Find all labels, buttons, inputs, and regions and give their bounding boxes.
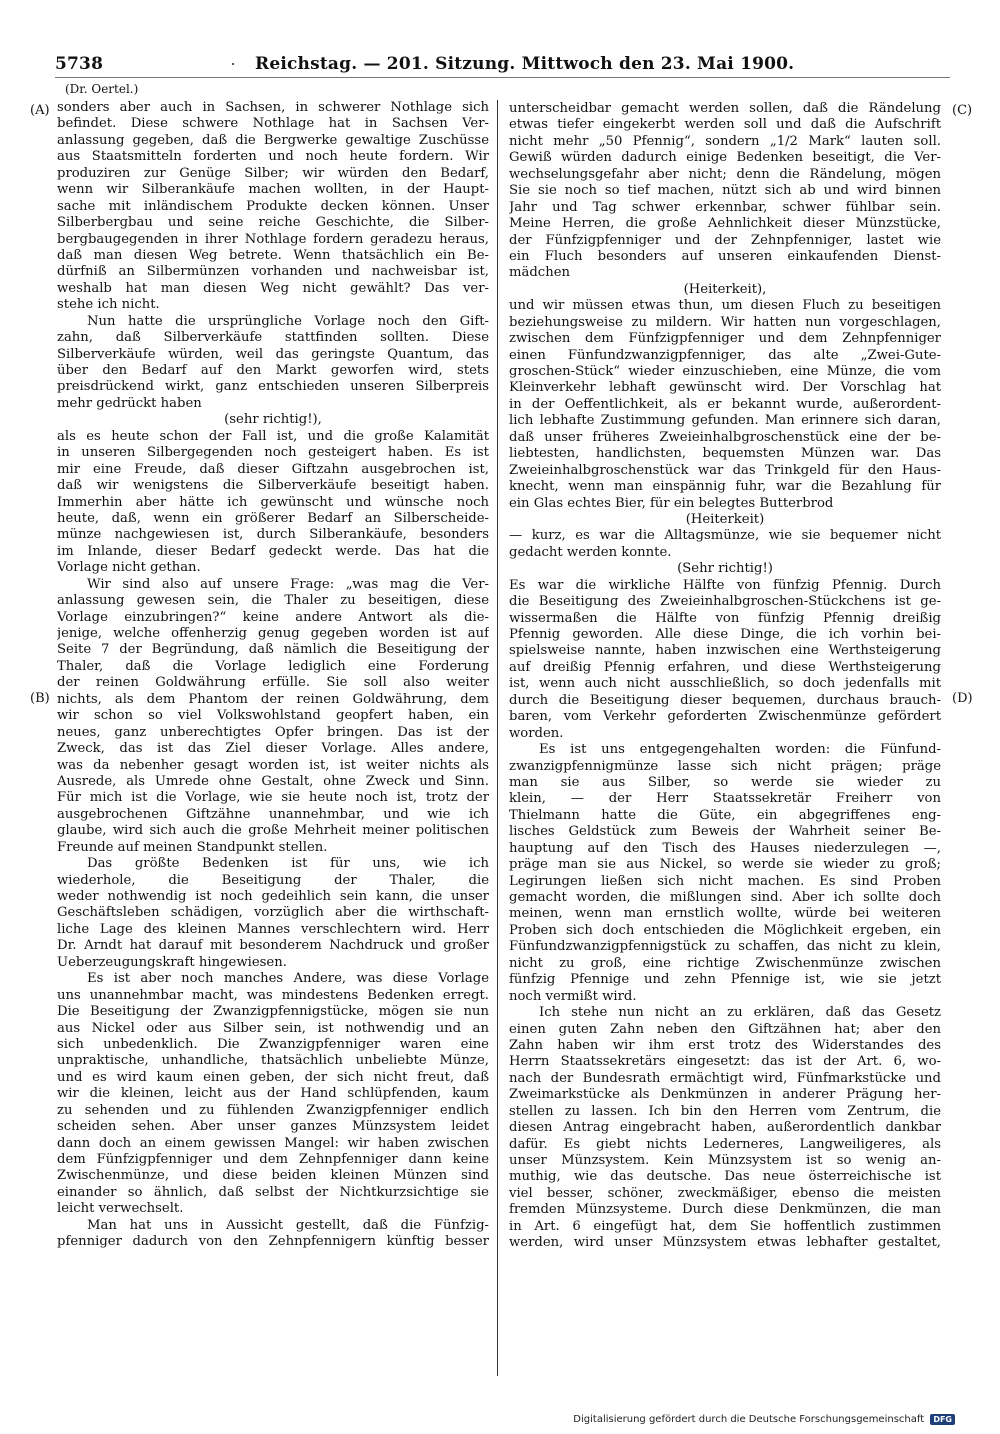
text-line: und wir müssen etwas thun, um diesen Fluch zu beseitigen	[509, 298, 941, 314]
text-line: Ausrede, als Umrede ohne Gestalt, ohne Zweck und Sinn.	[57, 773, 489, 789]
text-line: Thaler, daß die Vorlage lediglich eine Forderung	[57, 658, 489, 674]
page-header	[55, 50, 950, 78]
text-line: (sehr richtig!),	[224, 412, 322, 428]
text-line: nicht zu groß, eine richtige Zwischenmünze zwischen	[509, 955, 941, 971]
text-line: wiederhole, die Beseitigung der Thaler, die	[57, 872, 489, 888]
margin-marker-d: (D)	[952, 691, 973, 706]
text-line: produziren zur Genüge Silber; wir würden den Bedarf,	[57, 165, 489, 181]
text-line: beziehungsweise zu mildern. Wir hatten nun vorgeschlagen,	[509, 314, 941, 330]
text-line: ein Fluch besonders auf unseren einkaufenden Dienst-	[509, 248, 941, 264]
text-line: Das größte Bedenken ist für uns, wie ich	[87, 856, 489, 872]
text-line: zwischen dem Fünfzigpfenniger und dem Zehnpfenniger	[509, 331, 941, 347]
text-line: meinen, wenn man ernstlich wollte, würde bei weiteren	[509, 906, 941, 922]
text-line: Jahr und Tag schwer erkennbar, schwer fühlbar sein.	[509, 199, 941, 215]
text-line: unpraktische, unhandliche, thatsächlich unbeliebte Münze,	[57, 1053, 489, 1069]
text-line: (Heiterkeit),	[683, 281, 767, 297]
text-line: liebtesten, handlichsten, bequemsten Münzen war. Das	[509, 446, 941, 462]
text-line: Pfennig geworden. Alle diese Dinge, die ich vorhin bei-	[509, 627, 941, 642]
text-line: Zweimarkstücke als Denkmünzen in anderer Prägung her-	[509, 1087, 941, 1103]
text-line: mehr gedrückt haben	[57, 395, 202, 411]
text-line: Man hat uns in Aussicht gestellt, daß die Fünfzig-	[87, 1217, 489, 1233]
text-line: heute, daß, wenn ein größerer Bedarf an Silberscheide-	[57, 510, 489, 526]
text-line: Immerhin aber hätte ich gewünscht und wünsche noch	[57, 494, 489, 510]
text-line: dürfniß an Silbermünzen vorhanden und nachweisbar ist,	[57, 264, 489, 280]
text-line: Silberbergbau und seine reiche Geschichte, die Silber-	[57, 215, 489, 231]
text-line: Kleinverkehr lebhaft gewünscht wird. Der Vorschlag hat	[509, 380, 941, 396]
left-text-column	[57, 100, 489, 1251]
text-line: aus Nickel oder aus Silber sein, ist nothwendig und an	[57, 1020, 489, 1036]
text-line: Sie sie noch so tief machen, nützt sich ab und wird binnen	[509, 183, 941, 199]
text-line: unterscheidbar gemacht werden sollen, daß die Rändelung	[509, 101, 941, 116]
text-line: ein Glas echtes Bier, für ein belegtes Butterbrod	[509, 495, 834, 511]
text-line: anlassung gegeben, daß die Bergwerke gewaltige Zuschüsse	[57, 132, 489, 148]
text-line: lisches Geldstück zum Beweis der Wahrheit seiner Be-	[509, 824, 941, 840]
text-line: Freunde auf meinen Standpunkt stellen.	[57, 839, 328, 855]
text-line: Fünfundzwanzigpfennigstück zu schaffen, das nicht zu klein,	[509, 939, 941, 955]
text-line: Seite 7 der Begründung, daß nämlich die Beseitigung der	[57, 642, 489, 658]
text-line: wir die kleinen, leicht aus der Hand schlüpfenden, kaum	[57, 1086, 489, 1102]
right-text-column	[509, 101, 941, 1252]
text-line: Proben sich doch entschieden die Möglichkeit ergeben, ein	[509, 922, 941, 938]
text-line: Meine Herren, die große Aehnlichkeit dieser Münzstücke,	[509, 216, 941, 232]
text-line: man sie aus Silber, so werde sie wieder zu	[509, 774, 941, 790]
text-line: nach der Bundesrath ermächtigt wird, Fünfmarkstücke und	[509, 1070, 941, 1086]
text-line: Nun hatte die ursprüngliche Vorlage noch den Gift-	[87, 313, 489, 329]
text-line: zu sehenden und zu fühlenden Zwanzigpfenniger endlich	[57, 1102, 489, 1118]
text-line: jenige, welche offenherzig genug gegeben worden ist auf	[57, 626, 489, 641]
running-title: Reichstag. — 201. Sitzung. Mittwoch den 23. Mai 1900.	[255, 54, 795, 74]
text-line: pfenniger dadurch von den Zehnpfennigern künftig besser	[57, 1234, 489, 1250]
text-line: daß unser früheres Zweieinhalbgroschenstück eine der be-	[509, 429, 941, 445]
text-line: der reinen Goldwährung erfülle. Sie soll also weiter	[57, 675, 489, 691]
text-line: mir eine Freude, daß dieser Giftzahn ausgebrochen ist,	[57, 461, 489, 477]
text-line: knecht, wenn man einspännig fuhr, war die Bezahlung für	[509, 479, 941, 495]
text-line: weshalb hat man diesen Weg nicht gewählt? Das ver-	[57, 280, 489, 296]
text-line: als es heute schon der Fall ist, und die große Kalamität	[57, 428, 489, 444]
margin-marker-c: (C)	[952, 103, 973, 118]
text-line: aus Staatsmitteln forderten und noch heute fordern. Wir	[57, 149, 489, 165]
text-line: fünfzig Pfennige und zehn Pfennige ist, wie sie jetzt	[509, 972, 941, 988]
text-line: gemacht worden, die mißlungen sind. Aber ich sollte doch	[509, 890, 941, 905]
text-line: Die Beseitigung der Zwanzigpfennigstücke, mögen sie nun	[57, 1004, 489, 1020]
text-line: münze nachgewiesen ist, durch Silberankäufe, besonders	[57, 527, 489, 543]
footer-credit	[573, 1414, 955, 1425]
text-line: Legirungen ließen sich nicht machen. Es sind Proben	[509, 873, 941, 889]
text-line: im Inlande, dieser Bedarf gedeckt werde. Das hat die	[57, 543, 489, 559]
text-line: in Art. 6 eingefügt hat, dem Sie hoffentlich zustimmen	[509, 1218, 941, 1234]
text-line: Es war die wirkliche Hälfte von fünfzig Pfennig. Durch	[509, 577, 941, 593]
text-line: einen guten Zahn neben den Giftzähnen hat; aber den	[509, 1021, 941, 1037]
text-line: klein, — der Herr Staatssekretär Freiherr von	[509, 791, 941, 807]
text-line: — kurz, es war die Alltagsmünze, wie sie bequemer nicht	[509, 528, 941, 544]
text-line: stehe ich nicht.	[57, 297, 160, 313]
text-line: groschen-Stück“ wieder einzuschieben, eine Münze, die vom	[509, 364, 941, 379]
text-line: Zweieinhalbgroschenstück war das Trinkgeld für den Haus-	[509, 462, 941, 478]
text-line: sache mit inländischem Produkte decken können. Unser	[57, 198, 489, 214]
text-line: wenn wir Silberankäufe machen wollten, in der Haupt-	[57, 182, 489, 198]
text-line: mädchen	[509, 265, 570, 281]
text-line: sich unbedenklich. Die Zwanzigpfenniger waren eine	[57, 1036, 489, 1052]
text-line: (Heiterkeit)	[685, 511, 765, 527]
text-line: wechselungsgefahr aber nicht; denn die Rändelung, mögen	[509, 166, 941, 182]
text-line: sonders aber auch in Sachsen, in schwerer Nothlage sich	[57, 100, 489, 115]
text-line: weder nothwendig ist noch gedeihlich sein kann, die unser	[57, 889, 489, 904]
header-dot	[232, 63, 234, 65]
text-line: bergbaugegenden in ihrer Nothlage fordern geradezu heraus,	[57, 231, 489, 247]
text-line: in unseren Silbergegenden noch gesteigert haben. Es ist	[57, 445, 489, 461]
text-line: stellen zu lassen. Ich bin den Herren vom Zentrum, die	[509, 1103, 941, 1119]
text-line: befindet. Diese schwere Nothlage hat in Sachsen Ver-	[57, 116, 489, 132]
text-line: etwas tiefer eingekerbt werden soll und daß die Aufschrift	[509, 117, 941, 133]
text-line: was da nebenher gesagt worden ist, ist weiter nichts als	[57, 757, 489, 773]
margin-marker-b: (B)	[30, 691, 50, 706]
text-line: wissermaßen die Hälfte von fünfzig Pfennig dreißig	[509, 610, 941, 626]
text-line: glaube, wird sich auch die große Mehrheit meiner politischen	[57, 823, 489, 839]
text-line: scheiden sehen. Aber unser ganzes Münzsystem leidet	[57, 1119, 489, 1135]
text-line: spielsweise nannte, haben inzwischen eine Werthsteigerung	[509, 643, 941, 659]
text-line: dann doch an einem gewissen Mangel: wir haben zwischen	[57, 1135, 489, 1151]
page-number: 5738	[55, 54, 104, 74]
text-line: und es wird kaum einen geben, der sich nicht freut, daß	[57, 1069, 489, 1085]
text-line: anlassung gewesen sein, die Thaler zu beseitigen, diese	[57, 593, 489, 609]
text-line: Für mich ist die Vorlage, wie sie heute noch ist, trotz der	[57, 790, 489, 806]
text-line: Zwischenmünze, und diese beiden kleinen Münzen sind	[57, 1168, 489, 1184]
text-line: nichts, als dem Phantom der reinen Goldwährung, dem	[57, 691, 489, 707]
text-line: durch die Beseitigung dieser bequemen, durchaus brauch-	[509, 692, 941, 708]
text-line: lich lebhafte Zustimmung gefunden. Man erinnere sich daran,	[509, 413, 941, 429]
text-line: Vorlage nicht gethan.	[57, 560, 201, 576]
text-line: Ich stehe nun nicht an zu erklären, daß das Gesetz	[539, 1005, 941, 1021]
dfg-logo: DFG	[930, 1414, 955, 1425]
text-line: Es ist aber noch manches Andere, was diese Vorlage	[87, 971, 489, 987]
text-line: Dr. Arndt hat darauf mit besonderem Nachdruck und großer	[57, 938, 489, 954]
text-line: Thielmann hatte die Güte, ein abgegriffenes eng-	[509, 807, 941, 823]
text-line: Vorlage einzubringen?“ keine andere Antwort als die-	[57, 609, 489, 625]
text-line: Es ist uns entgegengehalten worden: die Fünfund-	[539, 742, 941, 758]
text-line: uns unannehmbar macht, was mindestens Bedenken erregt.	[57, 987, 489, 1003]
text-line: Zweck, das ist das Ziel dieser Vorlage. Alles andere,	[57, 741, 489, 757]
text-line: auf dreißig Pfennig erfahren, und diese Werthsteigerung	[509, 659, 941, 675]
text-line: ist, wenn auch nicht ausschließlich, so doch jedenfalls mit	[509, 676, 941, 692]
text-line: Silberverkäufe würden, weil das geringste Quantum, das	[57, 346, 489, 362]
text-line: leicht verwechselt.	[57, 1201, 184, 1217]
text-line: muthig, wie das deutsche. Das neue österreichische ist	[509, 1169, 941, 1185]
column-divider	[497, 100, 498, 1376]
text-line: werden, wird unser Münzsystem etwas lebhafter gestaltet,	[509, 1235, 941, 1251]
text-line: fremden Münzsysteme. Durch diese Denkmünzen, die man	[509, 1202, 941, 1218]
text-line: daß man diesen Weg betrete. Wenn thatsächlich ein Be-	[57, 247, 489, 263]
text-line: Ueberzeugungskraft hingewiesen.	[57, 954, 287, 970]
text-line: einander so ähnlich, daß selbst der Nichtkurzsichtige sie	[57, 1184, 489, 1200]
text-line: worden.	[509, 725, 564, 741]
text-line: viel besser, schöner, zweckmäßiger, ebenso die meisten	[509, 1185, 941, 1201]
text-line: zahn, daß Silberverkäufe stattfinden sollten. Diese	[57, 330, 489, 346]
text-line: baren, vom Verkehr geforderten Zwischenmünze gefördert	[509, 709, 941, 725]
margin-marker-a: (A)	[30, 103, 50, 118]
text-line: in der Oeffentlichkeit, als er bekannt wurde, außerordent-	[509, 396, 941, 412]
text-line: der Fünfzigpfenniger und der Zehnpfenniger, lastet wie	[509, 232, 941, 248]
text-line: dem Fünfzigpfenniger und dem Zehnpfenniger dann keine	[57, 1152, 489, 1167]
text-line: über den Bedarf auf den Markt geworfen wird, stets	[57, 363, 489, 378]
text-line: Wir sind also auf unsere Frage: „was mag die Ver-	[87, 576, 489, 592]
text-line: diesen Antrag eingebracht haben, außerordentlich dankbar	[509, 1120, 941, 1136]
text-line: noch vermißt wird.	[509, 988, 637, 1004]
text-line: Geschäftsleben schädigen, vorzüglich aber die wirthschaft-	[57, 905, 489, 921]
header-rule	[55, 77, 950, 78]
text-line: Zahn haben wir ihm erst trotz des Widerstandes des	[509, 1037, 941, 1053]
text-line: zwanzigpfennigmünze lasse sich nicht prägen; präge	[509, 758, 941, 774]
speaker-name: (Dr. Oertel.)	[65, 82, 139, 96]
text-line: unser Münzsystem. Kein Münzsystem ist so wenig an-	[509, 1153, 941, 1168]
text-line: präge man sie aus Nickel, so werde sie wieder zu groß;	[509, 857, 941, 873]
footer-text: Digitalisierung gefördert durch die Deutsche Forschungsgemeinschaft	[573, 1414, 925, 1425]
text-line: (Sehr richtig!)	[677, 561, 773, 577]
text-line: gedacht werden konnte.	[509, 544, 672, 560]
text-line: dafür. Es giebt nichts Lederneres, Langweiligeres, als	[509, 1136, 941, 1152]
text-line: wir schon so viel Volkswohlstand geopfert haben, ein	[57, 708, 489, 724]
text-line: neues, ganz unberechtigtes Opfer bringen. Das ist der	[57, 724, 489, 740]
text-line: preisdrückend wirkt, ganz entschieden unseren Silberpreis	[57, 379, 489, 395]
text-line: ausgebrochenen Giftzähne unannehmbar, und wie ich	[57, 806, 489, 822]
text-line: hauptung auf den Tisch des Hauses niederzulegen —,	[509, 840, 941, 856]
text-line: liche Lage des kleinen Mannes verschlechtern wird. Herr	[57, 921, 489, 937]
text-line: Herrn Staatssekretärs eingesetzt: das ist der Art. 6, wo-	[509, 1054, 941, 1070]
text-line: Gewiß würden dadurch einige Bedenken beseitigt, die Ver-	[509, 150, 941, 166]
text-line: daß wir wenigstens die Silberverkäufe beseitigt haben.	[57, 478, 489, 494]
text-line: einen Fünfundzwanzigpfenniger, das alte „Zwei-Gute-	[509, 347, 941, 363]
text-line: nicht mehr „50 Pfennig“, sondern „1/2 Mark“ lauten soll.	[509, 133, 941, 149]
text-line: die Beseitigung des Zweieinhalbgroschen-Stückchens ist ge-	[509, 594, 941, 610]
